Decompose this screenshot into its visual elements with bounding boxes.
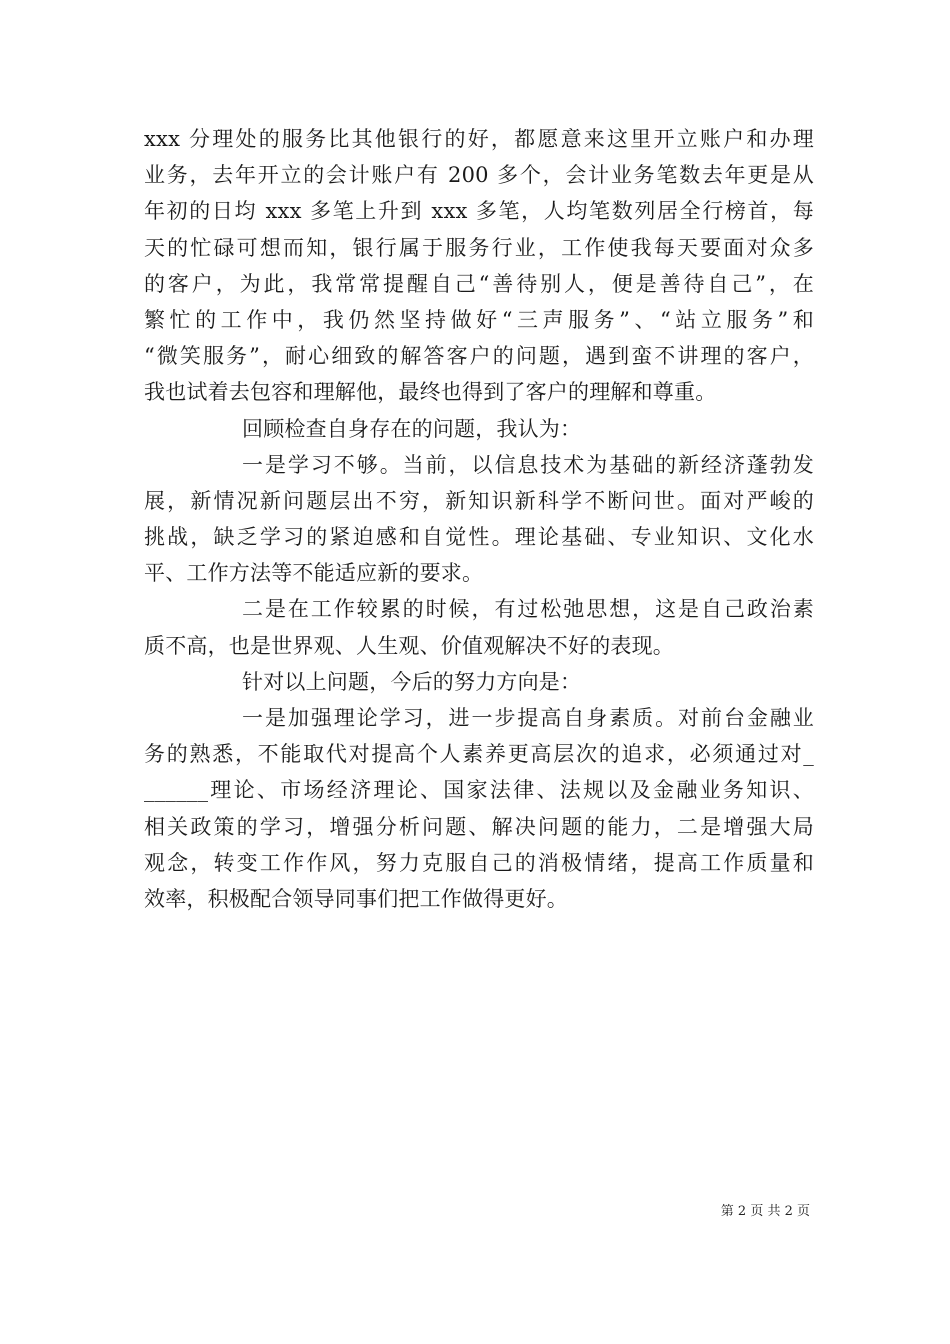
text-line: 回顾检查自身存在的问题，我认为： bbox=[242, 416, 582, 441]
text-line: 相关政策的学习，增强分析问题、解决问题的能力，二是增强大局 bbox=[144, 814, 814, 839]
text-line: 展，新情况新问题层出不穷，新知识新科学不断问世。面对严峻的 bbox=[144, 488, 814, 513]
text-line: 效率，积极配合领导同事们把工作做得更好。 bbox=[144, 886, 568, 911]
text-line: 我也试着去包容和理解他，最终也得到了客户的理解和尊重。 bbox=[144, 380, 717, 405]
text-line: 平、工作方法等不能适应新的要求。 bbox=[144, 561, 484, 586]
text-line: 挑战，缺乏学习的紧迫感和自觉性。理论基础、专业知识、文化水 bbox=[144, 525, 814, 550]
text-line: 观念，转变工作作风，努力克服自己的消极情绪，提高工作质量和 bbox=[144, 850, 814, 875]
text-line: 务的熟悉，不能取代对提高个人素养更高层次的追求，必须通过对_ bbox=[144, 742, 814, 767]
text-line: 繁忙的工作中，我仍然坚持做好“三声服务”、“站立服务”和 bbox=[144, 307, 814, 332]
text-line: 天的忙碌可想而知，银行属于服务行业，工作使我每天要面对众多 bbox=[144, 235, 814, 260]
text-line: 二是在工作较累的时候，有过松弛思想，这是自己政治素 bbox=[242, 597, 814, 622]
text-line: 年初的日均 xxx 多笔上升到 xxx 多笔，人均笔数列居全行榜首，每 bbox=[144, 199, 814, 224]
text-line: ______理论、市场经济理论、国家法律、法规以及金融业务知识、 bbox=[144, 778, 814, 803]
text-line: 质不高，也是世界观、人生观、价值观解决不好的表现。 bbox=[144, 633, 674, 658]
page-number-footer: 第 2 页 共 2 页 bbox=[720, 1204, 810, 1219]
text-line: 一是加强理论学习，进一步提高自身素质。对前台金融业 bbox=[242, 706, 814, 730]
text-line: 一是学习不够。当前，以信息技术为基础的新经济蓬勃发 bbox=[242, 452, 814, 477]
text-line: “微笑服务”，耐心细致的解答客户的问题，遇到蛮不讲理的客户， bbox=[144, 344, 814, 369]
text-line: 业务，去年开立的会计账户有 200 多个，会计业务笔数去年更是从 bbox=[144, 163, 814, 188]
text-line: 针对以上问题，今后的努力方向是： bbox=[242, 669, 582, 694]
text-line: 的客户，为此，我常常提醒自己“善待别人，便是善待自己”，在 bbox=[144, 271, 814, 296]
text-line: xxx 分理处的服务比其他银行的好，都愿意来这里开立账户和办理 bbox=[144, 127, 814, 151]
document-body bbox=[144, 121, 814, 917]
